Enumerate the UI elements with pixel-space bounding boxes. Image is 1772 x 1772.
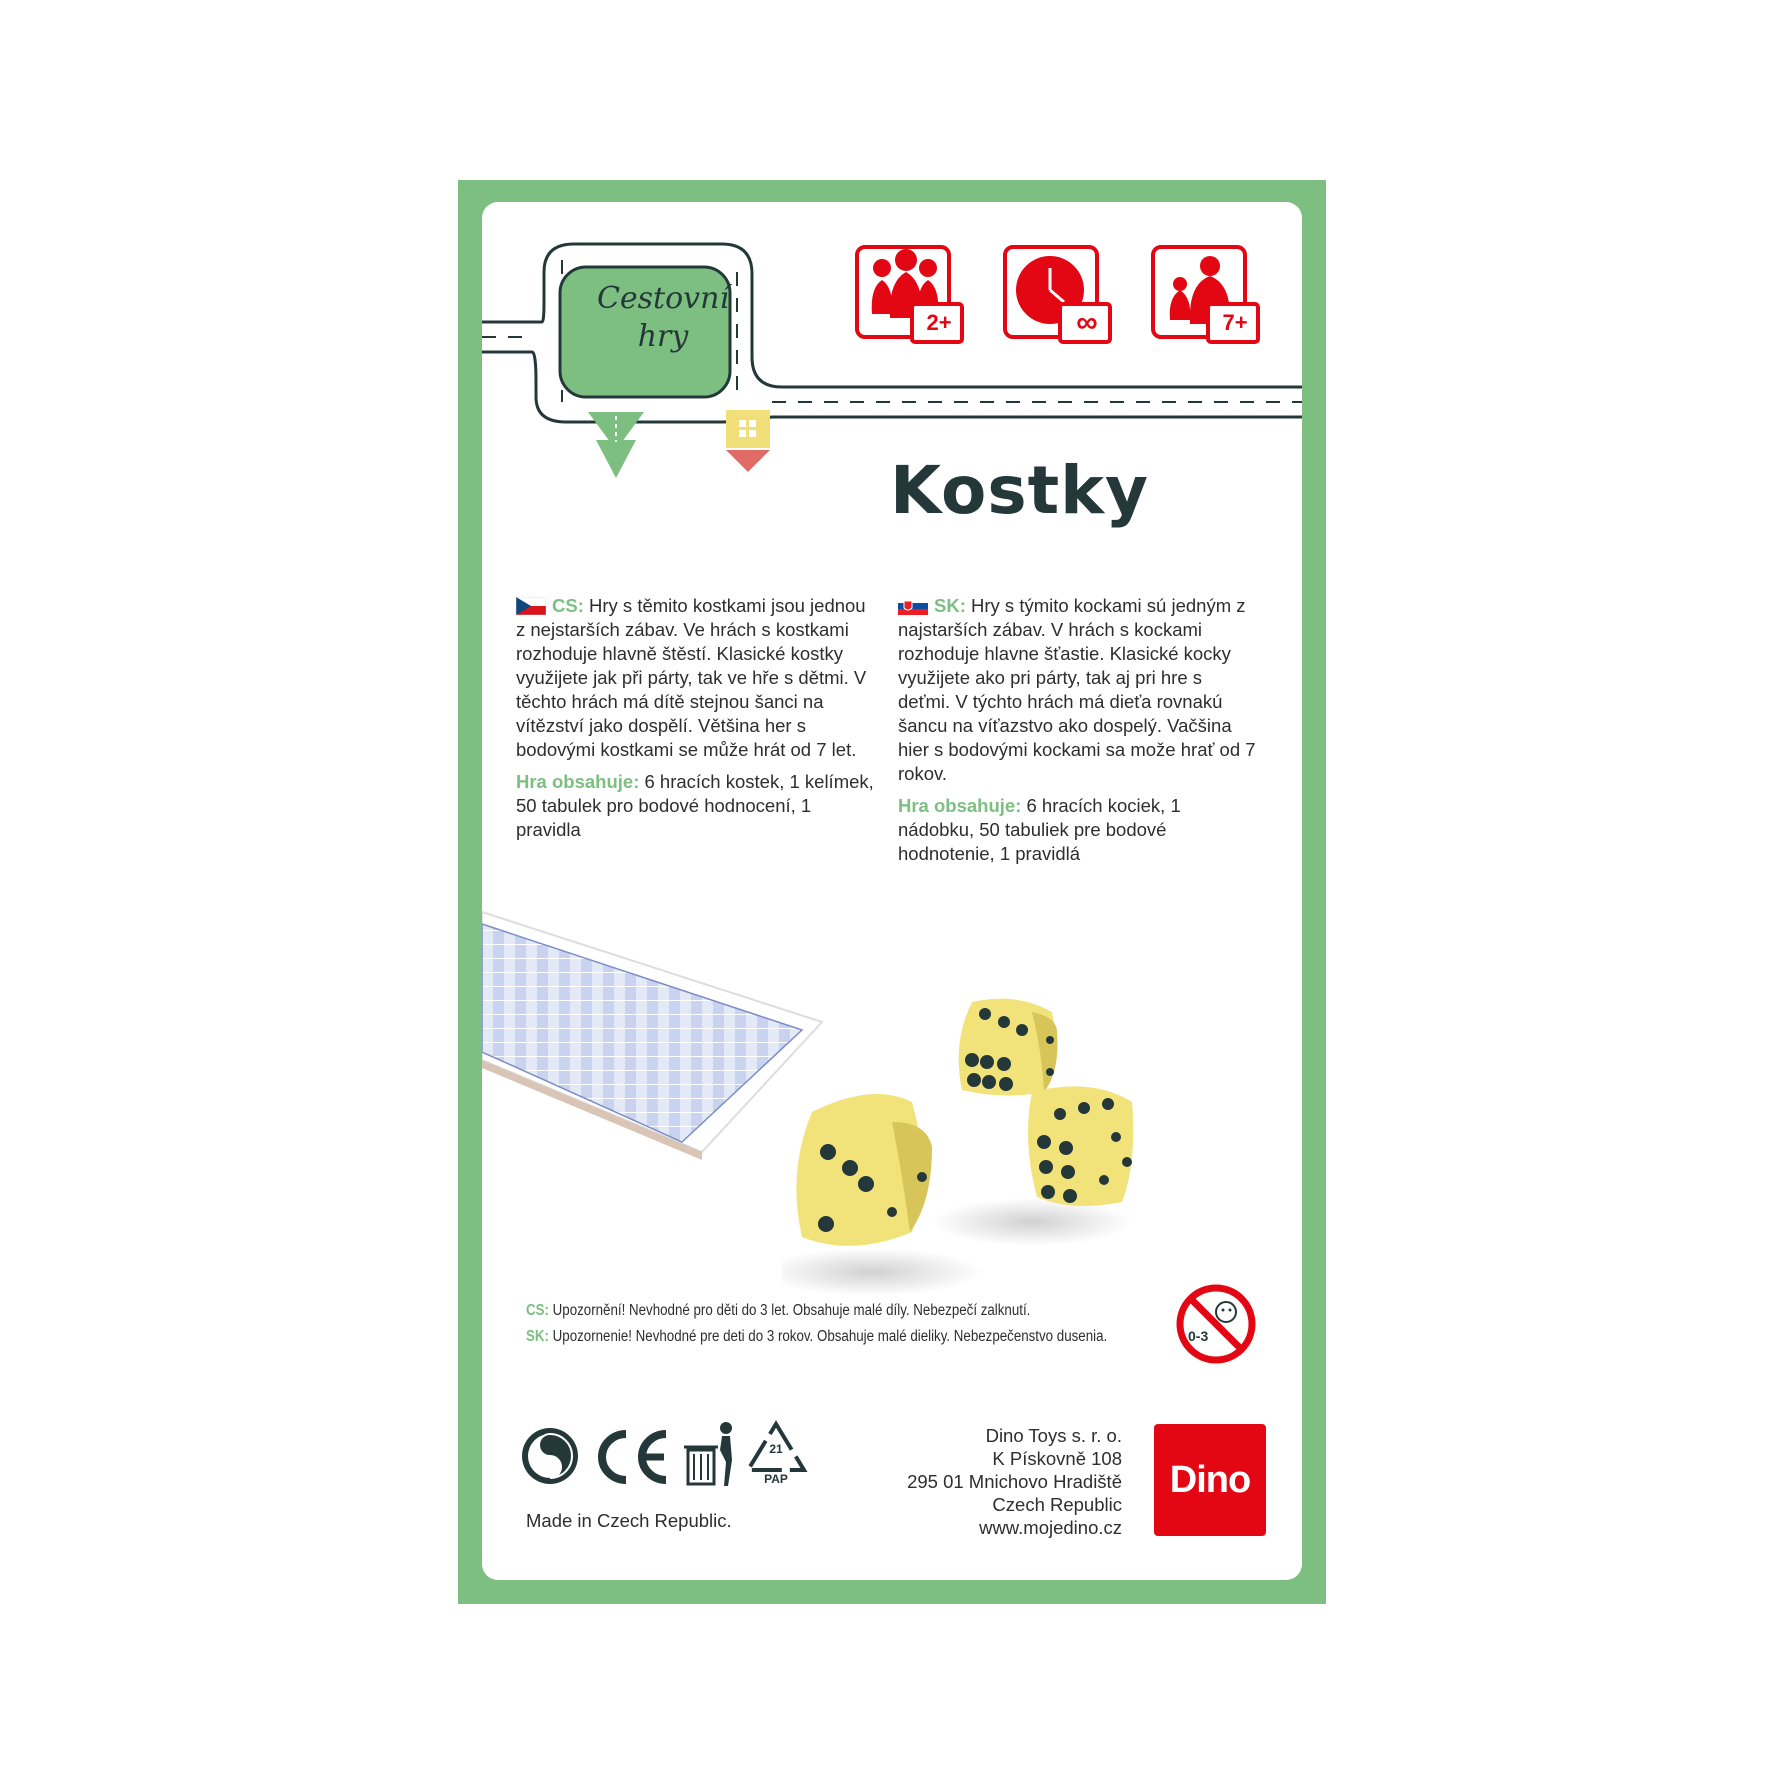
green-arrow-icon xyxy=(588,412,644,488)
age-warning-label: 0-3 xyxy=(1188,1328,1209,1344)
description-sk xyxy=(898,594,1258,874)
slovak-flag-icon xyxy=(898,597,928,615)
green-dot-icon xyxy=(520,1426,580,1486)
cs-description: Hry s těmito kostkami jsou jednou z nejstarších zábav. Ve hrách s kostkami rozhoduje hlavně štěstí. Klasické kostky využijete jak při párty, tak ve hře s dětmi. V těchto hrách má dítě stejnou šanci na vítězství jako dospělí. Většina her s bodovými kostkami se může hrát od 7 let. xyxy=(516,595,867,760)
lang-label-sk: SK: xyxy=(934,595,966,616)
house-marker-icon xyxy=(726,410,770,476)
warning-sk xyxy=(526,1328,1107,1346)
contents-text-sk: 6 hracích kociek, 1 nádobku, 50 tabuliek pre bodové hodnotenie, 1 pravidlá xyxy=(898,795,1181,864)
warning-lang-sk: SK: xyxy=(526,1328,549,1345)
series-label-line2: hry xyxy=(637,319,689,354)
description-cs xyxy=(516,594,876,850)
recycling-symbol-icon xyxy=(744,1420,808,1488)
dino-logo-text: Dino xyxy=(1169,1458,1251,1501)
badge-age xyxy=(1150,244,1262,353)
badge-players xyxy=(854,244,966,353)
badge-time xyxy=(1002,244,1114,353)
recycling-code: 21 xyxy=(769,1442,783,1456)
series-label-line1: Cestovní xyxy=(596,281,730,316)
address-line: K Pískovně 108 xyxy=(992,1448,1122,1469)
warning-cs xyxy=(526,1302,1030,1320)
description-cs-text xyxy=(516,594,876,762)
badge-players-label: 2+ xyxy=(926,310,952,335)
address-line: Dino Toys s. r. o. xyxy=(985,1425,1122,1446)
age-warning-icon xyxy=(1174,1282,1258,1366)
ce-mark-icon xyxy=(592,1428,672,1486)
series-label xyxy=(578,280,748,356)
contents-sk xyxy=(898,794,1258,866)
address-line: Czech Republic xyxy=(992,1494,1122,1515)
made-in-label: Made in Czech Republic. xyxy=(526,1510,732,1531)
contents-label-sk: Hra obsahuje: xyxy=(898,795,1022,816)
warning-text-cs: Upozornění! Nevhodné pro děti do 3 let. Obsahuje malé díly. Nebezpečí zalknutí. xyxy=(552,1302,1031,1319)
description-sk-text xyxy=(898,594,1258,786)
lang-label-cs: CS: xyxy=(552,595,584,616)
contents-cs xyxy=(516,770,876,842)
product-title: Kostky xyxy=(890,452,1150,529)
warning-lang-cs: CS: xyxy=(526,1302,549,1319)
sk-description: Hry s týmito kockami sú jedným z najstarších zábav. V hrách s kockami rozhoduje hlavne šťastie. Klasické kocky využijete ako pri párty, tak aj pri hre s deťmi. V týchto hrách má dieťa rovnakú šancu na víťazstvo ako dospelý. Vačšina hier s bodovými kockami sa može hrať od 7 rokov. xyxy=(898,595,1256,784)
czech-flag-icon xyxy=(516,597,546,615)
recycling-material: PAP xyxy=(764,1472,788,1486)
package-back xyxy=(482,202,1302,1580)
address-line: 295 01 Mnichovo Hradiště xyxy=(907,1471,1122,1492)
contents-text-cs: 6 hracích kostek, 1 kelímek, 50 tabulek pro bodové hodnocení, 1 pravidla xyxy=(516,771,874,840)
dice-image xyxy=(782,972,1142,1302)
badge-age-label: 7+ xyxy=(1222,310,1248,335)
manufacturer-address xyxy=(907,1424,1122,1539)
warning-text-sk: Upozornenie! Nevhodné pre deti do 3 rokov. Obsahuje malé dieliky. Nebezpečenstvo dusenia. xyxy=(552,1328,1108,1345)
waste-bin-icon xyxy=(682,1420,738,1486)
website-link[interactable]: www.mojedino.cz xyxy=(979,1517,1122,1538)
badge-time-label: ∞ xyxy=(1076,306,1098,339)
contents-label-cs: Hra obsahuje: xyxy=(516,771,640,792)
dino-logo xyxy=(1154,1424,1266,1536)
